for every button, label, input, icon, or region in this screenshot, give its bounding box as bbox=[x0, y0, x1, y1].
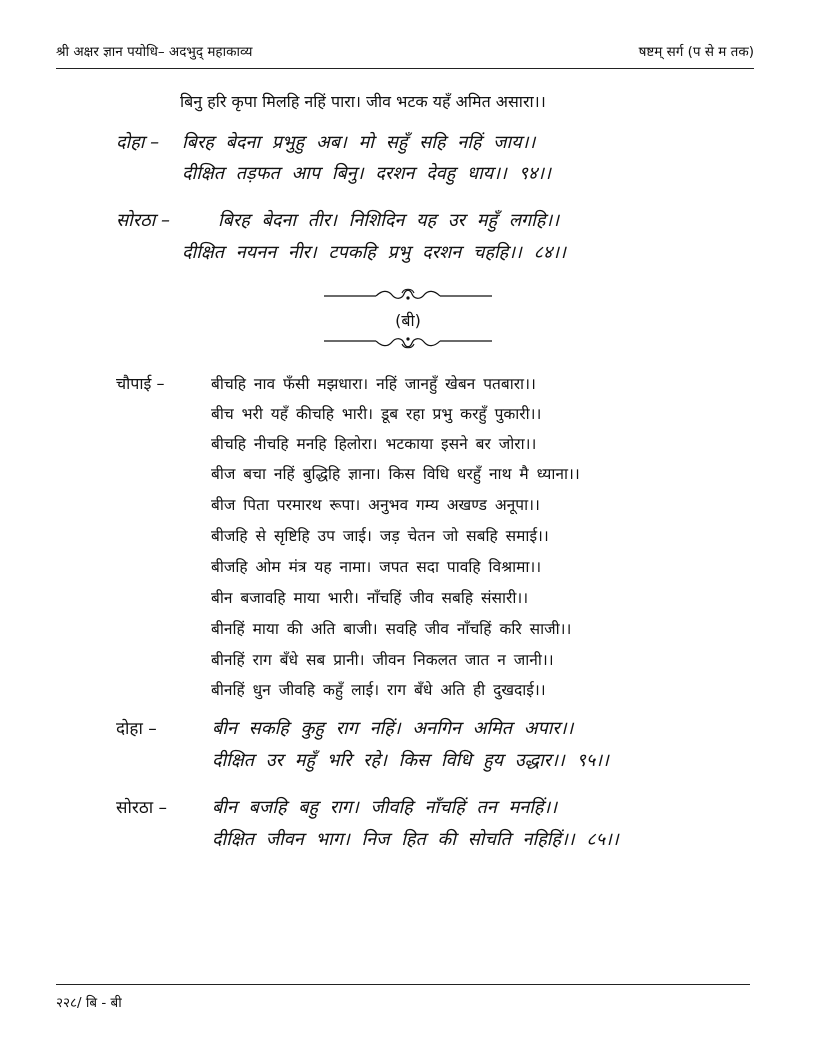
chaupai-line: बीचहि नीचहि मनहि हिलोरा। भटकाया इसने बर जोरा।। bbox=[211, 435, 537, 453]
page-header bbox=[56, 38, 754, 69]
soratha-1-line-2: दीक्षित नयनन नीर। टपकहि प्रभु दरशन चहहि।। ८४।। bbox=[182, 242, 566, 263]
doha-1-line-2: दीक्षित तड़फत आप बिनु। दरशन देवहु धाय।। ९४।। bbox=[182, 163, 551, 184]
header-chapter-title: षष्टम् सर्ग (प से म तक) bbox=[638, 44, 754, 60]
doha-2-label: दोहा – bbox=[116, 719, 157, 739]
doha-2-line-1: बीन सकहि कुहु राग नहिं। अनगिन अमित अपार।। bbox=[212, 718, 574, 739]
chaupai-line: बीजहि से सृष्टिहि उप जाई। जड़ चेतन जो सबहि समाई।। bbox=[211, 527, 549, 545]
bottom-ornament-divider bbox=[324, 334, 492, 350]
chaupai-line: बीनहिं राग बँधे सब प्रानी। जीवन निकलत जात न जानी।। bbox=[211, 651, 554, 669]
page-footer bbox=[56, 984, 750, 1015]
chaupai-line: बीच भरी यहँ कीचहि भारी। डूब रहा प्रभु करहुँ पुकारी।। bbox=[211, 405, 542, 423]
chaupai-line: बीनहिं धुन जीवहि कहुँ लाई। राग बँधे अति ही दुखदाई।। bbox=[211, 681, 546, 699]
soratha-1-line-1: बिरह बेदना तीर। निशिदिन यह उर महुँ लगहि।। bbox=[218, 210, 560, 231]
chaupai-line: बीज बचा नहिं बुद्धिहि ज्ञाना। किस विधि धरहुँ नाथ मै ध्याना।। bbox=[211, 465, 580, 483]
chaupai-line: बीज पिता परमारथ रूपा। अनुभव गम्य अखण्ड अनूपा।। bbox=[211, 496, 540, 514]
chaupai-line: बीन बजावहि माया भारी। नाँचहिं जीव सबहि संसारी।। bbox=[211, 589, 529, 607]
intro-verse-line: बिनु हरि कृपा मिलहि नहिं पारा। जीव भटक यहँ अमित असारा।। bbox=[180, 92, 546, 111]
chaupai-line: बीनहिं माया की अति बाजी। सवहि जीव नाँचहिं करि साजी।। bbox=[211, 620, 572, 638]
chaupai-label: चौपाई – bbox=[116, 374, 165, 393]
chaupai-line: बीचहि नाव फँसी मझधारा। नहिं जानहुँ खेबन पतबारा।। bbox=[211, 375, 536, 393]
top-ornament-divider bbox=[324, 287, 492, 303]
chaupai-line: बीजहि ओम मंत्र यह नामा। जपत सदा पावहि विश्रामा।। bbox=[211, 558, 542, 576]
header-book-title: श्री अक्षर ज्ञान पयोधि– अदभुद् महाकाव्य bbox=[56, 44, 253, 60]
soratha-2-line-2: दीक्षित जीवन भाग। निज हित की सोचति नहिहिं।। ८५।। bbox=[212, 829, 619, 850]
footer-page-number: २२८/ बि - बी bbox=[56, 995, 122, 1011]
doha-2-line-2: दीक्षित उर महुँ भरि रहे। किस विधि हुय उद्धार।। ९५।। bbox=[212, 750, 609, 771]
soratha-1-label: सोरठा – bbox=[116, 210, 171, 231]
doha-1-label: दोहा – bbox=[116, 132, 160, 153]
doha-1-line-1: बिरह बेदना प्रभुहु अब। मो सहुँ सहि नहिं जाय।। bbox=[182, 132, 536, 153]
section-title: (बी) bbox=[395, 311, 421, 330]
soratha-2-label: सोरठा – bbox=[116, 798, 168, 818]
soratha-2-line-1: बीन बजहि बहु राग। जीवहि नाँचहिं तन मनहिं।। bbox=[212, 797, 558, 818]
